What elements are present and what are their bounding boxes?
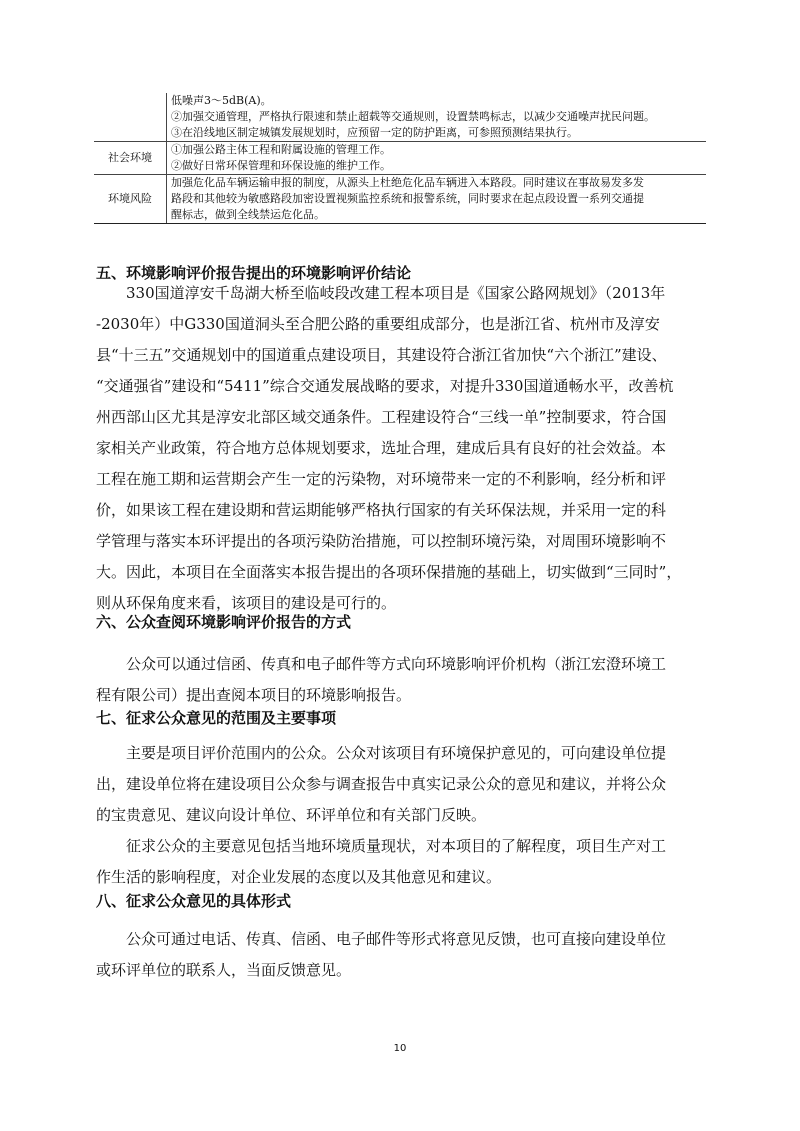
- row-line: ②加强交通管理，严格执行限速和禁止超载等交通规则，设置禁鸣标志，以减少交通噪声扰民问题。: [171, 110, 655, 123]
- text-line: 征求公众的主要意见包括当地环境质量现状，对本项目的了解程度，项目生产对工: [126, 837, 667, 855]
- row-content: [167, 142, 707, 175]
- text-line: 学管理与落实本环评提出的各项污染防治措施，可以控制环境污染，对周围环境影响不: [96, 532, 667, 550]
- table-row: [94, 175, 706, 224]
- text-line: 公众可以通过信函、传真和电子邮件等方式向环境影响评价机构（浙江宏澄环境工: [126, 655, 667, 673]
- paragraph: [96, 649, 706, 711]
- text-line: 工程在施工期和运营期会产生一定的污染物，对环境带来一定的不利影响，经分析和评: [96, 470, 667, 488]
- text-line: 程有限公司）提出查阅本项目的环境影响报告。: [96, 686, 412, 704]
- row-label: 社会环境: [94, 142, 167, 175]
- paragraph: [96, 278, 706, 619]
- text-line: 大。因此，本项目在全面落实本报告提出的各项环保措施的基础上，切实做到“三同时”，: [96, 563, 682, 581]
- text-line: -2030年）中G330国道洞头至合肥公路的重要组成部分，也是浙江省、杭州市及淳安: [96, 315, 660, 333]
- section-heading: 八、征求公众意见的具体形式: [96, 892, 292, 910]
- text-line: 价，如果该工程在建设期和营运期能够严格执行国家的有关环保法规，并采用一定的科: [96, 501, 667, 519]
- text-line: “交通强省”建设和“5411”综合交通发展战略的要求，对提升330国道通畅水平，改善杭: [96, 377, 674, 395]
- row-content: [167, 175, 707, 224]
- text-line: 主要是项目评价范围内的公众。公众对该项目有环境保护意见的，可向建设单位提: [126, 744, 667, 762]
- paragraph: [96, 831, 706, 893]
- table-row: [94, 142, 706, 175]
- table-row: [94, 93, 706, 142]
- text-line: 作生活的影响程度，对企业发展的态度以及其他意见和建议。: [96, 868, 502, 886]
- text-line: 县“十三五”交通规划中的国道重点建设项目，其建设符合浙江省加快“六个浙江”建设、: [96, 346, 667, 364]
- row-line: 路段和其他较为敏感路段加密设置视频监控系统和报警系统，同时要求在起点段设置一系列交通提: [171, 192, 644, 205]
- row-label: [94, 93, 167, 142]
- text-line: 则从环保角度来看，该项目的建设是可行的。: [96, 594, 397, 612]
- text-line: 公众可通过电话、传真、信函、电子邮件等形式将意见反馈，也可直接向建设单位: [126, 930, 667, 948]
- row-line: ②做好日常环保管理和环保设施的维护工作。: [171, 159, 391, 172]
- section-heading: 六、公众查阅环境影响评价报告的方式: [96, 613, 352, 631]
- text-line: 州西部山区尤其是淳安北部区域交通条件。工程建设符合“三线一单”控制要求，符合国: [96, 408, 667, 426]
- section-heading: 七、征求公众意见的范围及主要事项: [96, 709, 337, 727]
- text-line: 330国道淳安千岛湖大桥至临岐段改建工程本项目是《国家公路网规划》（2013年: [126, 284, 666, 302]
- page-number: 10: [393, 1043, 407, 1054]
- text-line: 出，建设单位将在建设项目公众参与调查报告中真实记录公众的意见和建议，并将公众: [96, 775, 667, 793]
- row-content: [167, 93, 707, 142]
- text-line: 家相关产业政策，符合地方总体规划要求，选址合理，建成后具有良好的社会效益。本: [96, 439, 667, 457]
- measures-table: [94, 93, 706, 224]
- row-label: 环境风险: [94, 175, 167, 224]
- paragraph: [96, 738, 706, 831]
- row-line: ①加强公路主体工程和附属设施的管理工作。: [171, 143, 391, 156]
- row-line: 醒标志，做到全线禁运危化品。: [171, 208, 325, 221]
- paragraph: [96, 924, 706, 986]
- text-line: 的宝贵意见、建议向设计单位、环评单位和有关部门反映。: [96, 806, 487, 824]
- text-line: 或环评单位的联系人，当面反馈意见。: [96, 961, 352, 979]
- row-line: 加强危化品车辆运输申报的制度，从源头上杜绝危化品车辆进入本路段。同时建议在事故易发多发: [171, 176, 644, 189]
- section-heading: 五、环境影响评价报告提出的环境影响评价结论: [96, 264, 412, 282]
- row-line: 低噪声3～5dB(A)。: [171, 94, 272, 107]
- row-line: ③在沿线地区制定城镇发展规划时，应预留一定的防护距离，可参照预测结果执行。: [171, 126, 578, 139]
